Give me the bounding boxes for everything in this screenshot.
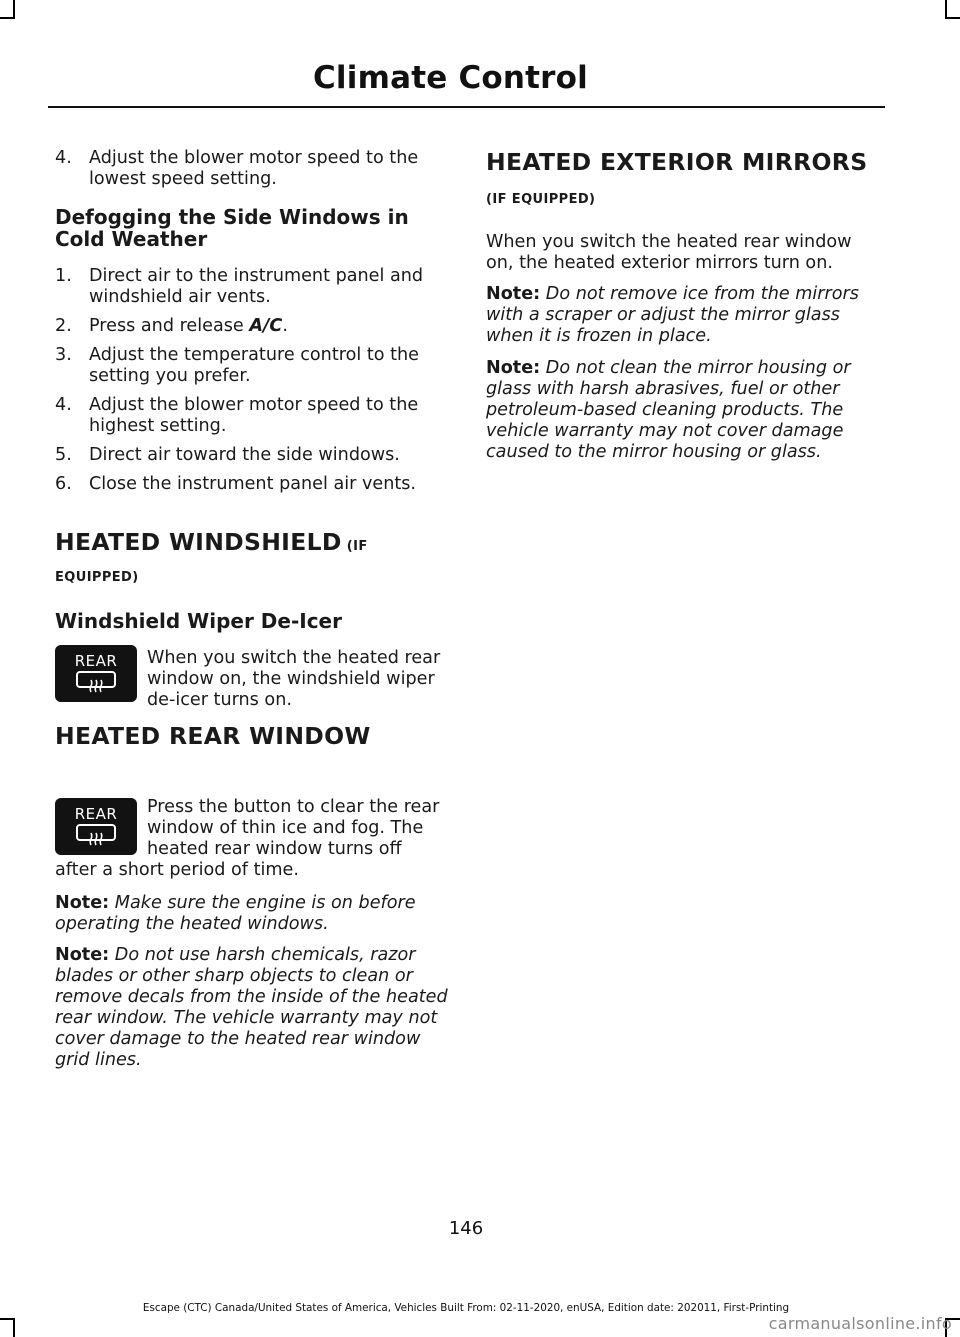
section-title: HEATED WINDSHIELD (55, 528, 342, 556)
heated-windshield-heading (55, 528, 449, 556)
left-column (55, 148, 449, 503)
step-text: Direct air toward the side windows. (89, 445, 400, 465)
heated-mirrors-heading: HEATED EXTERIOR MIRRORS (486, 148, 868, 176)
step-number: 1. (55, 266, 72, 286)
list-item (55, 445, 449, 466)
step-number: 4. (55, 395, 72, 415)
page-footer: Escape (CTC) Canada/United States of America, Vehicles Built From: 02-11-2020, enUSA, Edition date: 202011, First-Printing (142, 1302, 790, 1314)
mirrors-intro: When you switch the heated rear window on, the heated exterior mirrors turn on. (486, 232, 852, 273)
step-number: 2. (55, 316, 72, 336)
icon-label: REAR (74, 804, 118, 823)
note-text: Do not clean the mirror housing or glass with harsh abrasives, fuel or other petroleum-based cleaning products. The vehicle warranty may not cover damage caused to the mirror housing or glass. (486, 358, 851, 462)
step-text: Close the instrument panel air vents. (89, 474, 417, 494)
note-text: Do not use harsh chemicals, razor blades or other sharp objects to clean or remove decals from the inside of the heated rear window. The vehicle warranty may not cover damage to the heated rear window grid lines. (55, 945, 448, 1070)
icon-label: REAR (74, 651, 118, 670)
step-number: 3. (55, 345, 72, 365)
crop-mark (0, 17, 15, 19)
note-text: Make sure the engine is on before operating the heated windows. (55, 893, 416, 934)
note-label: Note: (55, 945, 110, 965)
ac-control-label: A/C (249, 316, 283, 336)
rear-defrost-button-icon (55, 798, 137, 855)
step-number: 6. (55, 474, 72, 494)
rear-window-text: Press the button to clear the rear window of thin ice and fog. The heated rear window turns off (147, 797, 440, 859)
header-rule (48, 106, 885, 108)
rear-defrost-icon (74, 822, 118, 848)
if-equipped-label: (IF EQUIPPED) (486, 192, 596, 207)
step-text: Adjust the blower motor speed to the highest setting. (89, 395, 419, 436)
page-header-title: Climate Control (312, 60, 588, 96)
step-text: Press and release (89, 316, 250, 336)
crop-mark (0, 1318, 15, 1320)
note (55, 893, 449, 935)
crop-mark (945, 17, 960, 19)
list-item (55, 395, 449, 437)
watermark[interactable]: carmanualsonline.info (768, 1314, 952, 1333)
note-label: Note: (486, 284, 541, 304)
list-item (55, 148, 449, 190)
if-equipped-label: (IF (346, 539, 368, 554)
rear-defrost-icon (74, 669, 118, 695)
step-text: Direct air to the instrument panel and windshield air vents. (89, 266, 424, 307)
note (55, 945, 449, 1071)
note-label: Note: (55, 893, 110, 913)
rear-window-text-cont: after a short period of time. (55, 860, 299, 880)
defog-heading: Defogging the Side Windows in Cold Weather (55, 205, 409, 251)
step-number: 4. (55, 148, 72, 168)
note (486, 358, 880, 463)
crop-mark (13, 1318, 15, 1337)
page-number: 146 (448, 1218, 484, 1239)
list-item (55, 345, 449, 387)
list-item (55, 474, 449, 495)
step-text: Adjust the temperature control to the setting you prefer. (89, 345, 419, 386)
defog-step-list (55, 266, 449, 495)
wiper-deicer-text: When you switch the heated rear window on, the windshield wiper de-icer turns on. (147, 648, 441, 710)
list-item (55, 316, 449, 337)
step-text-end: . (282, 316, 288, 336)
note-text: Do not remove ice from the mirrors with a scraper or adjust the mirror glass when it is frozen in place. (486, 284, 859, 346)
list-item (55, 266, 449, 308)
if-equipped-label-cont: EQUIPPED) (55, 570, 139, 585)
note (486, 284, 880, 347)
wiper-deicer-heading: Windshield Wiper De-Icer (55, 609, 342, 633)
top-step-list (55, 148, 449, 190)
step-text: Adjust the blower motor speed to the lowest speed setting. (89, 148, 419, 189)
heated-rear-window-heading: HEATED REAR WINDOW (55, 722, 371, 750)
note-label: Note: (486, 358, 541, 378)
step-number: 5. (55, 445, 72, 465)
rear-defrost-button-icon (55, 645, 137, 702)
